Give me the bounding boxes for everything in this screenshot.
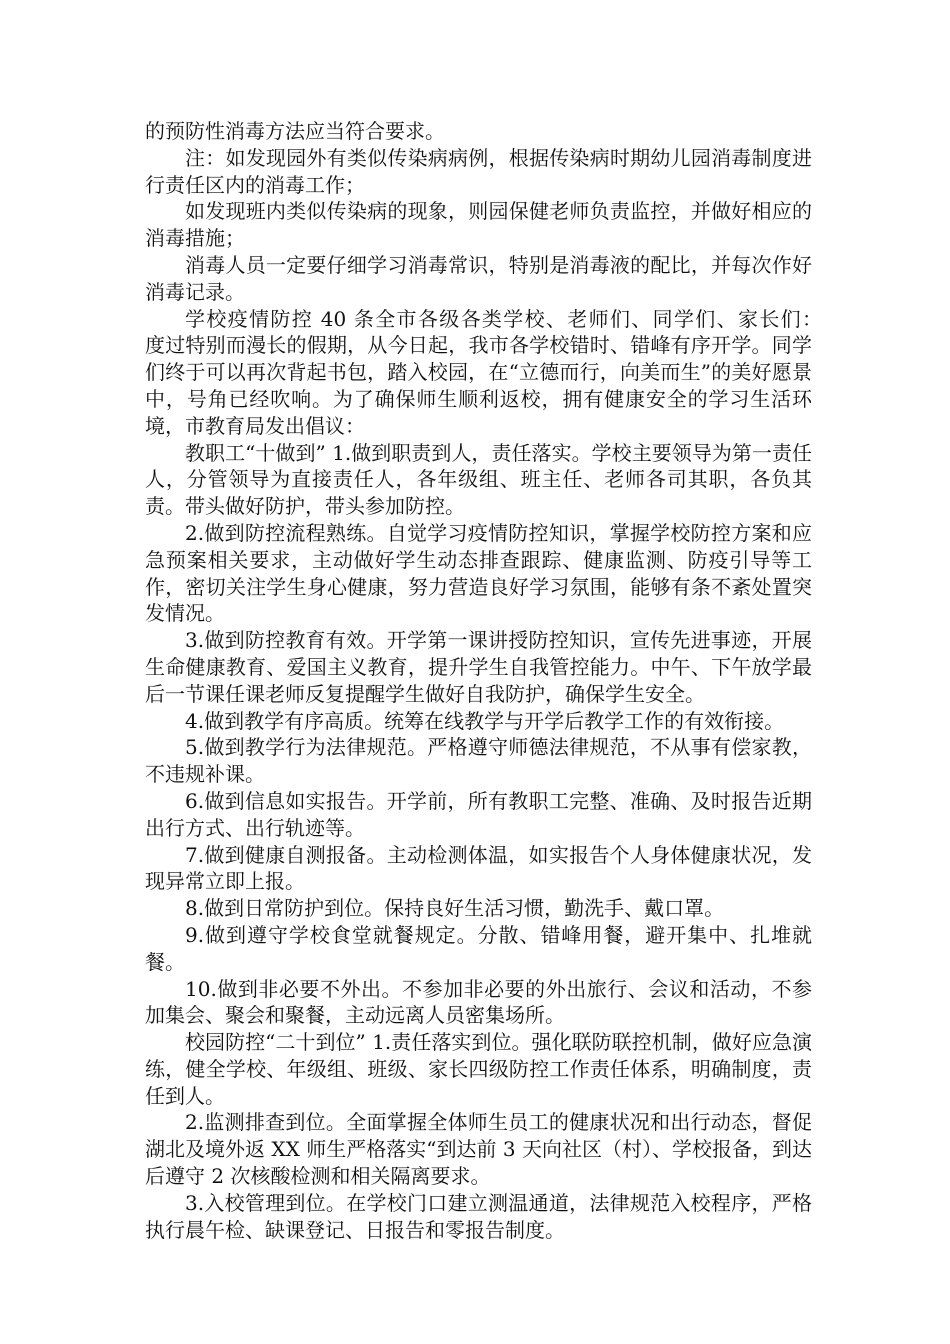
- paragraph-staff-item: 教职工“十做到” 1.做到职责到人，责任落实。学校主要领导为第一责任人，分管领导为直接责任人，各年级组、班主任、老师各司其职，各负其责。带头做好防护，带头参加防控。: [145, 440, 812, 519]
- paragraph-staff-item: 8.做到日常防护到位。保持良好生活习惯，勤洗手、戴口罩。: [185, 896, 725, 921]
- paragraph-staff-item: 10.做到非必要不外出。不参加非必要的外出旅行、会议和活动，不参加集会、聚会和聚餐，主动远离人员密集场所。: [145, 976, 812, 1028]
- paragraph-staff-item: 7.做到健康自测报备。主动检测体温，如实报告个人身体健康状况，发现异常立即上报。: [145, 842, 812, 894]
- document-body: [145, 118, 852, 1243]
- paragraph-campus-item: 2.监测排查到位。全面掌握全体师生员工的健康状况和出行动态，督促湖北及境外返 XX 师生严格落实“到达前 3 天向社区（村）、学校报备，到达后遵守 2 次核酸检测和相关隔离要求。: [145, 1110, 812, 1189]
- paragraph-staff-item: 9.做到遵守学校食堂就餐规定。分散、错峰用餐，避开集中、扎堆就餐。: [145, 922, 812, 974]
- paragraph: 消毒人员一定要仔细学习消毒常识，特别是消毒液的配比，并每次作好消毒记录。: [145, 252, 812, 304]
- paragraph-staff-item: 2.做到防控流程熟练。自觉学习疫情防控知识，掌握学校防控方案和应急预案相关要求，主动做好学生动态排查跟踪、健康监测、防疫引导等工作，密切关注学生身心健康，努力营造良好学习氛围，能够有条不紊处置突发情况。: [145, 520, 812, 626]
- paragraph-staff-item: 5.做到教学行为法律规范。严格遵守师德法律规范，不从事有偿家教，不违规补课。: [145, 735, 812, 787]
- paragraph-staff-item: 4.做到教学有序高质。统筹在线教学与开学后教学工作的有效衔接。: [185, 708, 785, 733]
- paragraph-campus-item: 校园防控“二十到位” 1.责任落实到位。强化联防联控机制，做好应急演练，健全学校、年级组、班级、家长四级防控工作责任体系，明确制度，责任到人。: [145, 1030, 812, 1108]
- paragraph-intro: 学校疫情防控 40 条全市各级各类学校、老师们、同学们、家长们： 度过特别而漫长的假期，从今日起，我市各学校错时、错峰有序开学。同学们终于可以再次背起书包，踏入校园，在“立德而行，向美而生”的美好愿景中，号角已经吹响。为了确保师生顺利返校，拥有健康安全的学习生活环境，市教育局发出倡议：: [145, 306, 852, 438]
- paragraph: 如发现班内类似传染病的现象，则园保健老师负责监控，并做好相应的消毒措施；: [145, 199, 812, 251]
- paragraph-staff-item: 3.做到防控教育有效。开学第一课讲授防控知识，宣传先进事迹，开展生命健康教育、爱国主义教育，提升学生自我管控能力。中午、下午放学最后一节课任课老师反复提醒学生做好自我防护，确保学生安全。: [145, 628, 812, 706]
- paragraph-continuation: 的预防性消毒方法应当符合要求。: [145, 119, 445, 143]
- paragraph-note: 注：如发现园外有类似传染病病例，根据传染病时期幼儿园消毒制度进行责任区内的消毒工作；: [145, 145, 812, 197]
- paragraph-staff-item: 6.做到信息如实报告。开学前，所有教职工完整、准确、及时报告近期出行方式、出行轨迹等。: [145, 788, 812, 840]
- paragraph-campus-item: 3.入校管理到位。在学校门口建立测温通道，法律规范入校程序，严格执行晨午检、缺课登记、日报告和零报告制度。: [145, 1190, 812, 1242]
